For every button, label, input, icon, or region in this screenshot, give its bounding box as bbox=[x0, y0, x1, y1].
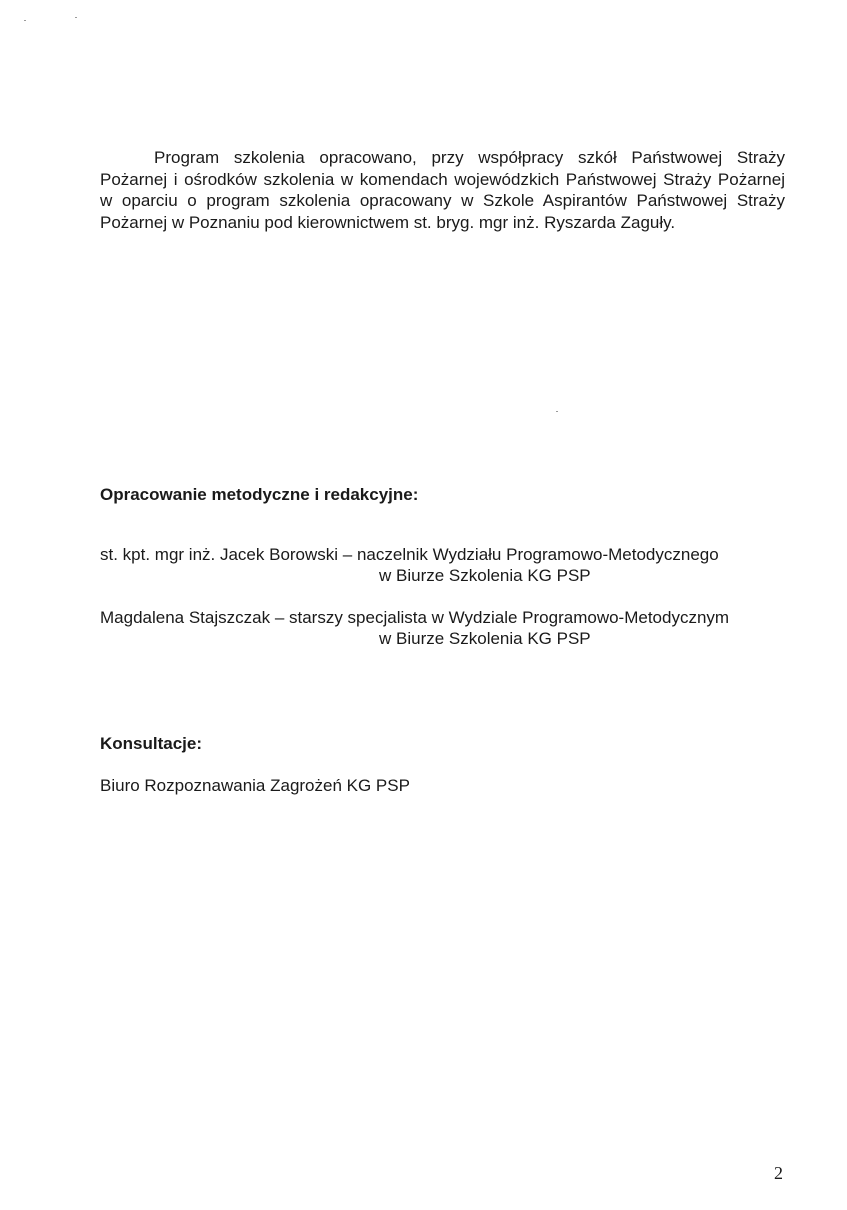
author-1-line-1: st. kpt. mgr inż. Jacek Borowski – naczelnik Wydziału Programowo-Metodycznego bbox=[100, 545, 719, 564]
methodology-heading: Opracowanie metodyczne i redakcyjne: bbox=[100, 485, 419, 504]
page-number: 2 bbox=[774, 1163, 783, 1183]
author-2-line-2: w Biurze Szkolenia KG PSP bbox=[379, 629, 591, 648]
scan-speck bbox=[75, 17, 77, 18]
consultation-heading: Konsultacje: bbox=[100, 734, 203, 753]
consultation-body: Biuro Rozpoznawania Zagrożeń KG PSP bbox=[100, 776, 410, 795]
intro-paragraph: Program szkolenia opracowano, przy współpracy szkół Państwowej Straży Pożarnej i ośrodków szkolenia w komendach wojewódzkich Państwowej Straży Pożarnej w oparciu o program szkolenia opracowany w Szkole Aspirantów Państwowej Straży Pożarnej w Poznaniu pod kierownictwem st. bryg. mgr inż. Ryszarda Zaguły. bbox=[100, 148, 785, 232]
scan-speck bbox=[556, 411, 558, 412]
author-2-line-1: Magdalena Stajszczak – starszy specjalista w Wydziale Programowo-Metodycznym bbox=[100, 608, 730, 627]
scan-speck bbox=[24, 20, 26, 21]
author-1-line-2: w Biurze Szkolenia KG PSP bbox=[379, 566, 591, 585]
